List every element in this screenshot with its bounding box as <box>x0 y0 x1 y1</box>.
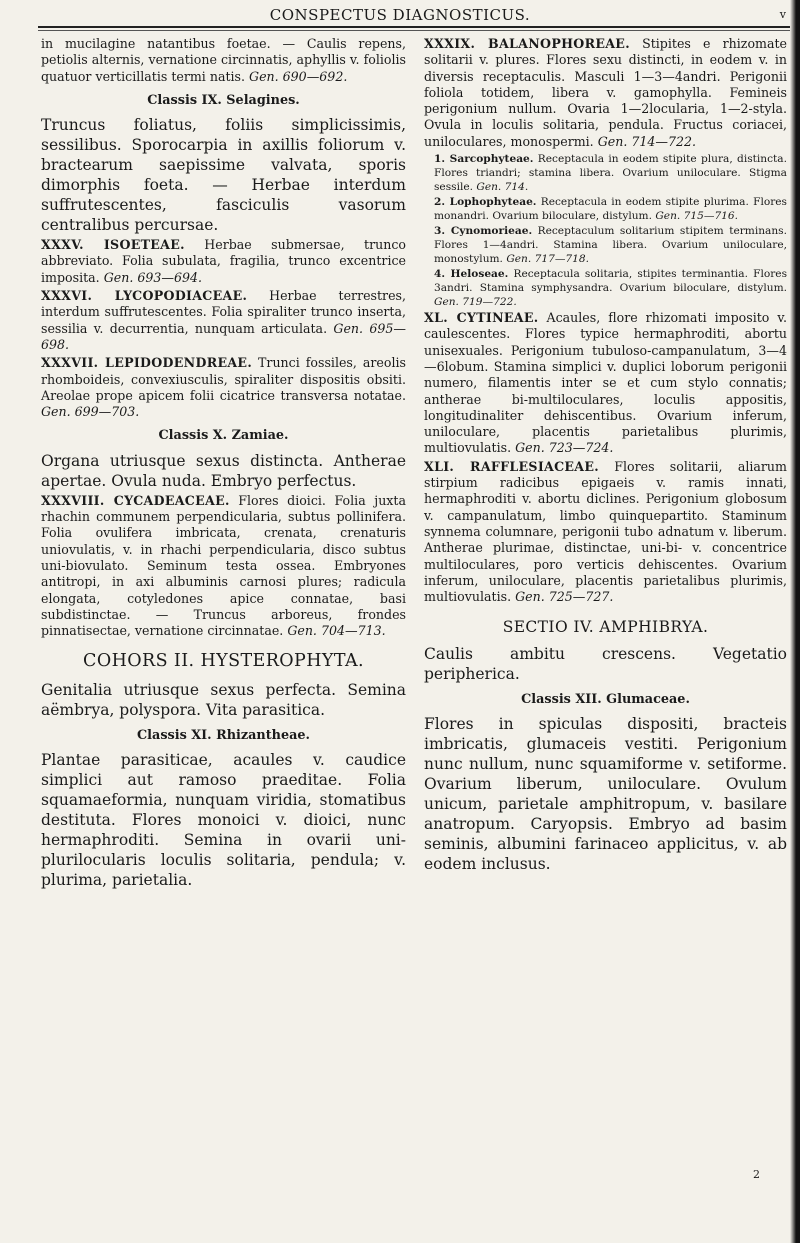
right-column <box>424 36 787 876</box>
genus-ref: Gen. 690—692. <box>249 68 348 84</box>
subfamily-name: 2. Lophophyteae. <box>434 196 537 209</box>
family-name: XXXIX. BALANOPHOREAE. <box>424 36 630 51</box>
genus-ref: Gen. 714—722. <box>597 133 697 149</box>
subfamily-entry: 4. Heloseae. Receptacula solitaria, stipites terminantia. Flores 3andri. Stamina symphysandra. Ovarium biloculare, distylum. Gen. 719—722. <box>434 268 787 309</box>
family-entry: XXXVIII. CYCADEACEAE. Flores dioici. Folia juxta rhachin communem perpendicularia, subtus pollinifera. Folia ovulifera imbricata, crenata, crenaturis uniovulatis, v. in rhachi perpendicularia, disco subtus uni-biovulato. Seminum testa ossea. Embryones antitropi, in axi albuminis carnosi plures; radicula elongata, cotyledones apice connatae, basi subdistinctae. — Truncus arboreus, frondes pinnatisectae, vernatione circinnatae. Gen. 704—713. <box>41 492 406 639</box>
family-name: XXXVIII. CYCADEACEAE. <box>41 492 230 508</box>
family-entry: XXXVII. LEPIDODENDREAE. Trunci fossiles, areolis rhomboideis, convexiusculis, spiraliter dispositis obsiti. Areolae prope apicem folii cicatrice transversa notatae. Gen. 699—703. <box>41 355 406 420</box>
family-entry: XLI. RAFFLESIACEAE. Flores solitarii, aliarum stirpium radicibus epigaeis v. ramis innati, hermaphroditi v. abortu diclines. Perigonium globosum v. campanulatum, limbo quinquepartito. Staminum synnema columnare, perigonii tubo adnatum v. liberum. Antherae plurimae, distinctae, uni-bi- v. concentrice multiloculares, poro verticis dehiscentes. Ovarium inferum, uniloculare, placentis parietalibus plurimis, multiovulatis. Gen. 725—727. <box>424 458 787 605</box>
class-heading: Classis XII. Glumaceae. <box>521 691 690 707</box>
genus-ref: Gen. 693—694. <box>103 269 203 285</box>
class-heading: Classis X. Zamiae. <box>158 428 289 444</box>
subfamily-name: 1. Sarcophyteae. <box>434 153 534 166</box>
subfamily-entry: 1. Sarcophyteae. Receptacula in eodem stipite plura, distincta. Flores triandri; stamina libera. Ovarium uniloculare. Stigma sessile. Gen. 714. <box>434 153 787 194</box>
running-header: CONSPECTUS DIAGNOSTICUS. <box>269 6 531 24</box>
cohors-heading: COHORS II. HYSTEROPHYTA. <box>83 651 364 672</box>
family-name: XXXV. ISOETEAE. <box>41 237 185 253</box>
family-entry: XXXIX. BALANOPHOREAE. Stipites e rhizomate solitarii v. plures. Flores sexu distincti, in eodem v. in diversis receptaculis. Masculi 1—3—4andri. Perigonii foliola totidem, libera v. gamophylla. Femineis perigonium nullum. Ovaria 1—2locularia, 1—2-styla. Ovula in loculis solitaria, pendula. Fructus coriacei, uniloculares, monospermi. Gen. 714—722. <box>424 36 787 149</box>
scan-edge <box>790 0 800 1243</box>
header-rule <box>38 26 792 28</box>
paragraph: Genitalia utriusque sexus perfecta. Semina aëmbrya, polyspora. Vita parasitica. <box>41 680 406 719</box>
family-name: XL. CYTINEAE. <box>424 310 539 326</box>
family-entry: XXXV. ISOETEAE. Herbae submersae, trunco abbreviato. Folia subulata, fragilia, trunco excentrice imposita. Gen. 693—694. <box>41 237 406 285</box>
paragraph: Caulis ambitu crescens. Vegetatio peripherica. <box>424 644 787 683</box>
subfamily-entry: 3. Cynomorieae. Receptaculum solitarium stipitem terminans. Flores 1—4andri. Stamina libera. Ovarium uniloculare, monostylum. Gen. 717—718. <box>434 225 787 266</box>
family-entry: XXXVI. LYCOPODIACEAE. Herbae terrestres, interdum suffrutescentes. Folia spiraliter trunco inserta, sessilia v. decurrentia, nunquam articulata. Gen. 695—698. <box>41 288 406 352</box>
class-heading: Classis XI. Rhizantheae. <box>136 727 310 743</box>
paragraph: Truncus foliatus, foliis simplicissimis, sessilibus. Sporocarpia in axillis foliorum v. bractearum saepissime valvata, sporis dimorphis foeta. — Herbae interdum suffrutescentes, fasciculis vasorum centralibus percursae. <box>41 116 406 235</box>
paragraph: Organa utriusque sexus distincta. Antherae apertae. Ovula nuda. Embryo perfectus. <box>41 451 406 490</box>
paragraph: Plantae parasiticae, acaules v. caudice simplici aut ramoso praeditae. Folia squamaeformia, nunquam viridia, stomatibus destituta. Flores monoici v. dioici, nunc hermaphroditi. Semina in ovarii uni-plurilocularis loculis solitaria, pendula; v. plurima, parietalia. <box>41 751 406 890</box>
genus-ref: Gen. 717—718. <box>506 253 590 266</box>
genus-ref: Gen. 715—716. <box>655 210 739 223</box>
class-heading: Classis IX. Selagines. <box>147 92 300 108</box>
paragraph: in mucilagine natantibus foetae. — Caulis repens, petiolis alternis, vernatione circinnatis, aphyllis v. foliolis quatuor verticillatis termi natis. Gen. 690—692. <box>41 36 406 84</box>
header-rule-thin <box>38 30 792 31</box>
paragraph: Flores in spiculas dispositi, bracteis imbricatis, glumaceis vestiti. Perigonium nunc nullum, nunc squamiforme v. setiforme. Ovarium liberum, uniloculare. Ovulum unicum, parietale amphitropum, v. basilare anatropum. Caryopsis. Embryo ad basim seminis, albumini farinaceo applicitus, v. ab eodem inclusus. <box>424 715 787 874</box>
family-name: XXXVI. LYCOPODIACEAE. <box>41 288 248 304</box>
left-column <box>41 36 406 892</box>
subfamily-name: 4. Heloseae. <box>434 268 509 281</box>
family-entry: XL. CYTINEAE. Acaules, flore rhizomati imposito v. caulescentes. Flores typice hermaphroditi, abortu unisexuales. Perigonium tubuloso-campanulatum, 3—4—6lobum. Stamina simplici v. duplici loborum perigonii numero, filamentis inter se et cum stylo connatis; antherae bi-multiloculares, loculis appositis, longitudinaliter dehiscentibus. Ovarium inferum, uniloculare, placentis parietalibus plurimis, multiovulatis. Gen. 723—724. <box>424 310 788 456</box>
sectio-heading: SECTIO IV. AMPHIBRYA. <box>502 618 709 637</box>
subfamily-name: 3. Cynomorieae. <box>434 225 533 238</box>
genus-ref: Gen. 699—703. <box>41 404 140 420</box>
genus-ref: Gen. 725—727. <box>515 589 614 605</box>
page-number: v <box>779 8 786 21</box>
genus-ref: Gen. 723—724. <box>515 440 614 456</box>
family-name: XLI. RAFFLESIACEAE. <box>424 458 599 474</box>
genus-ref: Gen. 704—713. <box>287 623 386 639</box>
family-name: XXXVII. LEPIDODENDREAE. <box>41 355 253 371</box>
subfamily-entry: 2. Lophophyteae. Receptacula in eodem stipite plurima. Flores monandri. Ovarium biloculare, distylum. Gen. 715—716. <box>434 196 787 223</box>
genus-ref: Gen. 714. <box>476 181 529 194</box>
signature-mark: 2 <box>753 1168 760 1181</box>
genus-ref: Gen. 695—698. <box>41 320 406 352</box>
genus-ref: Gen. 719—722. <box>434 296 517 309</box>
